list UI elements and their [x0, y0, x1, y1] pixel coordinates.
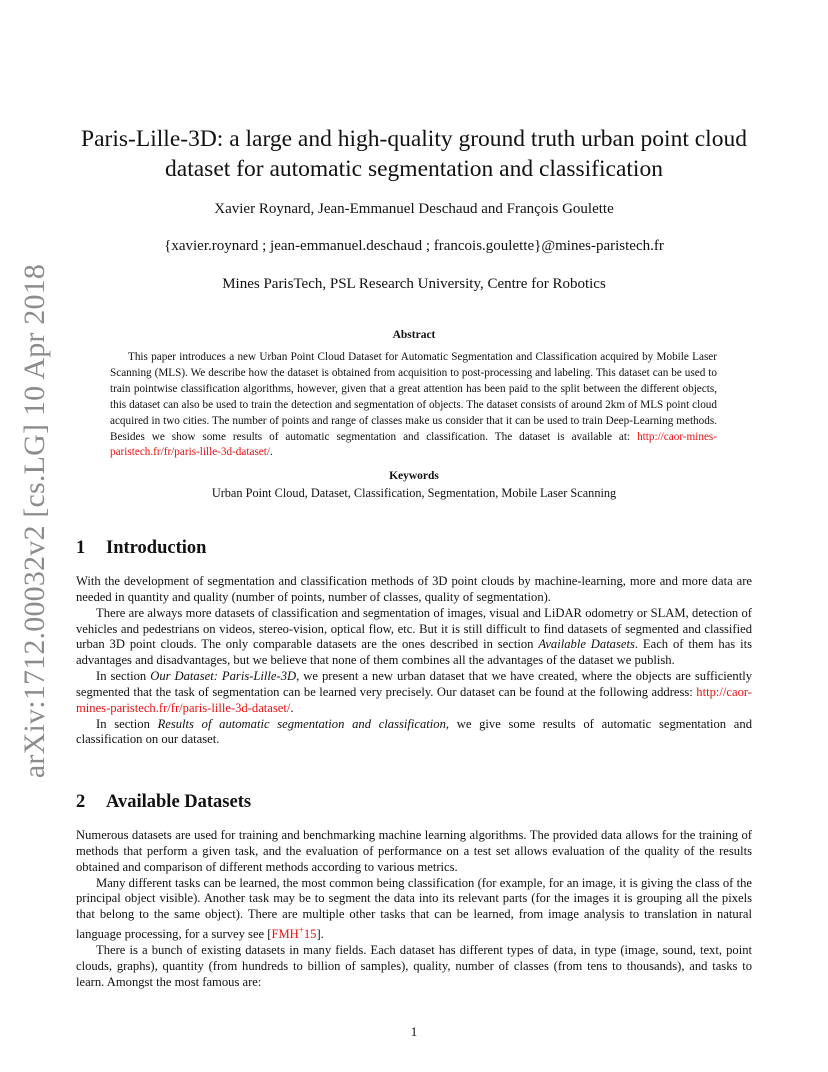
dataset-link[interactable]: http://caor-mines-paristech.fr/fr/paris-lille-3d-dataset/ — [76, 684, 752, 715]
keywords-heading: Keywords — [389, 470, 439, 482]
paragraph: Many different tasks can be learned, the most common being classification (for example, for an image, it is giving the class of the principal object visible). Another task may be to segment the data into its relevant parts (for the images it is grouping all the pixels that belong to the same object). There are multiple other tasks that can be learned, from image analysis to translation in natural language processing, for a survey see [FMH+15]. — [76, 875, 752, 942]
section-number: 2 — [76, 792, 86, 812]
section-available-datasets-body — [76, 828, 752, 991]
paragraph: In section Our Dataset: Paris-Lille-3D, we present a new urban dataset that we have created, where the objects are sufficiently segmented that the task of segmentation can be learned very precisely. Our dataset can be found at the following address: http://caor-mines-paristech.fr/fr/paris-lille-3d-dataset/. — [76, 669, 752, 715]
abstract-heading: Abstract — [392, 329, 436, 341]
authors: Xavier Roynard, Jean-Emmanuel Deschaud and François Goulette — [214, 201, 614, 217]
dataset-link[interactable]: http://caor-mines-paristech.fr/fr/paris-lille-3d-dataset/ — [110, 430, 717, 459]
section-heading-available-datasets — [76, 792, 251, 813]
paragraph: In section Results of automatic segmentation and classification, we give some results of automatic segmentation and classification on our dataset. — [76, 716, 752, 747]
section-reference: Results of automatic segmentation and classification — [157, 716, 446, 731]
arxiv-id: arXiv:1712.00032v2 [cs.LG] 10 Apr 2018 — [18, 263, 51, 779]
paragraph: Numerous datasets are used for training and benchmarking machine learning algorithms. The provided data allows for the training of methods that perform a given task, and the evaluation of performance on a test set allows evaluation of the quality of the results obtained and comparison of different methods according to various metrics. — [76, 828, 752, 874]
section-title: Available Datasets — [106, 792, 252, 812]
paragraph: There are always more datasets of classification and segmentation of images, visual and LiDAR odometry or SLAM, detection of vehicles and pedestrians on videos, stereo-vision, optical flow, etc. But it is still difficult to find datasets of segmented and classified urban 3D point clouds. The only comparable datasets are the ones described in section Available Datasets. Each of them has its advantages and disadvantages, but we believe that none of them combines all the advantages of the dataset we publish. — [76, 605, 752, 668]
abstract-body: This paper introduces a new Urban Point Cloud Dataset for Automatic Segmentation and Classification acquired by Mobile Laser Scanning (MLS). We describe how the dataset is obtained from acquisition to post-processing and labeling. This dataset can be used to train pointwise classification algorithms, however, given that a great attention has been paid to the split between the different objects, this dataset can also be used to train the detection and segmentation of objects. The dataset consists of around 2km of MLS point cloud acquired in two cities. The number of points and range of classes make us consider that it can be used to train Deep-Learning methods. Besides we show some results of automatic segmentation and classification. The dataset is available at: http://caor-mines-paristech.fr/fr/paris-lille-3d-dataset/. — [110, 351, 717, 459]
paper-title: Paris-Lille-3D: a large and high-quality ground truth urban point cloud dataset for automatic segmentation and classification — [81, 126, 747, 182]
section-title: Introduction — [106, 538, 207, 558]
abstract-text: This paper introduces a new Urban Point Cloud Dataset for Automatic Segmentation and Classification acquired by Mobile Laser Scanning (MLS). We describe how the dataset is obtained from acquisition to post-processing and labeling. This dataset can be used to train pointwise classification algorithms, however, given that a great attention has been paid to the split between the different objects, this dataset can also be used to train the detection and segmentation of objects. The dataset consists of around 2km of MLS point cloud acquired in two cities. The number of points and range of classes make us consider that it can be used to train Deep-Learning methods. Besides we show some results of automatic segmentation and classification. The dataset is available at: — [110, 351, 717, 443]
paragraph: There is a bunch of existing datasets in many fields. Each dataset has different types of data, in type (image, sound, text, point clouds, graphs), quantity (from hundreds to billion of samples), quality, number of classes (from tens to thousands), and tasks to learn. Amongst the most famous are: — [76, 943, 752, 989]
keywords-list: Urban Point Cloud, Dataset, Classification, Segmentation, Mobile Laser Scanning — [211, 486, 617, 500]
author-emails: {xavier.roynard ; jean-emmanuel.deschaud ; francois.goulette}@mines-paristech.fr — [164, 238, 664, 254]
section-introduction-body — [76, 574, 752, 748]
affiliation: Mines ParisTech, PSL Research University, Centre for Robotics — [222, 276, 606, 292]
page-number: 1 — [410, 1024, 418, 1039]
section-reference: Available Datasets — [538, 637, 635, 652]
section-number: 1 — [76, 538, 86, 558]
citation-link[interactable]: FMH+15 — [271, 925, 317, 942]
section-reference: Our Dataset: Paris-Lille-3D — [150, 669, 297, 684]
paragraph: With the development of segmentation and classification methods of 3D point clouds by machine-learning, more and more data are needed in quantity and quality (number of points, number of classes, quality of segmentation). — [76, 574, 752, 604]
arxiv-stamp — [14, 0, 56, 1072]
section-heading-introduction — [76, 538, 206, 559]
